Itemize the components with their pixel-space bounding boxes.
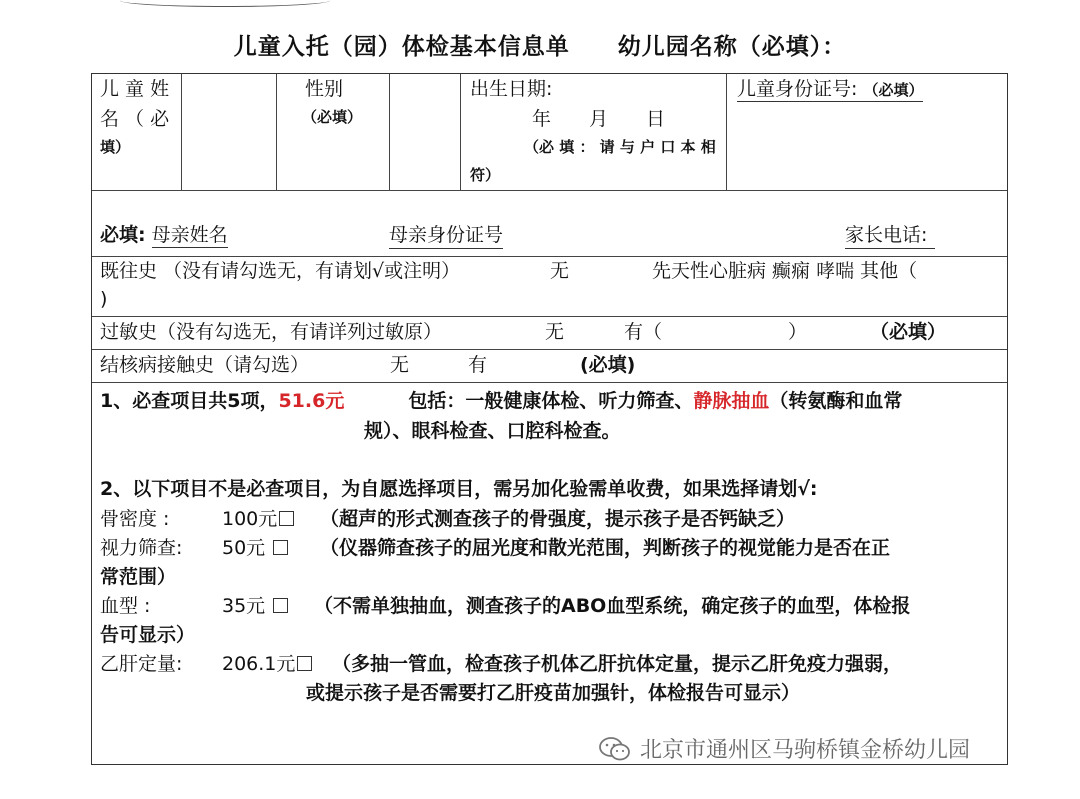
child-id-field[interactable] bbox=[732, 108, 1002, 188]
child-id-required: （必填） bbox=[863, 81, 924, 99]
optional-item-desc: （不需单独抽血，测查孩子的ABO血型系统，确定孩子的血型，体检报 bbox=[314, 595, 911, 617]
child-name-label: 儿 童 姓 bbox=[100, 78, 170, 100]
child-name-label: 填） bbox=[100, 138, 131, 156]
optional-items-heading: 2、以下项目不是必查项目，为自愿选择项目，需另加化验需单收费，如果选择请划√: bbox=[100, 478, 818, 500]
optional-item-name: 骨密度 : bbox=[100, 508, 170, 530]
optional-item-desc-cont: 告可显示） bbox=[100, 624, 196, 646]
birth-date-note: 符） bbox=[470, 166, 501, 184]
required-label: 必填: bbox=[100, 224, 146, 246]
mother-name-field[interactable]: 母亲姓名 bbox=[151, 224, 228, 246]
watermark-text: 北京市通州区马驹桥镇金桥幼儿园 bbox=[640, 738, 971, 763]
col-divider bbox=[389, 74, 390, 190]
medical-history-options[interactable]: 先天性心脏病 癫痫 哮喘 其他（ bbox=[652, 260, 918, 282]
optional-item-price-text: 206.1元 bbox=[222, 653, 296, 675]
parent-phone-field[interactable]: 家长电话: bbox=[845, 224, 935, 249]
required-items-rest: （转氨酶和血常 bbox=[769, 390, 903, 412]
row-divider bbox=[92, 349, 1007, 350]
allergy-close: ） bbox=[788, 321, 808, 343]
birth-date-note: （必 填 ： 请 与 户 口 本 相 bbox=[524, 138, 716, 156]
watermark bbox=[598, 733, 970, 764]
checkbox-icon[interactable] bbox=[279, 511, 294, 526]
row-divider bbox=[92, 382, 1007, 383]
child-name-label: 名 （ 必 bbox=[100, 108, 170, 130]
birth-date-label: 出生日期: bbox=[470, 78, 553, 100]
row-divider bbox=[92, 190, 1007, 191]
optional-item-desc: （多抽一管血，检查孩子机体乙肝抗体定量，提示乙肝免疫力强弱， bbox=[332, 653, 903, 675]
optional-item-price-text: 100元 bbox=[222, 508, 278, 530]
optional-item-price-text: 35元 bbox=[222, 595, 266, 617]
required-items-price: 51.6元 bbox=[278, 390, 345, 412]
optional-item-desc: （超声的形式测查孩子的骨强度，提示孩子是否钙缺乏） bbox=[320, 508, 796, 530]
row-divider bbox=[92, 316, 1007, 317]
allergy-have[interactable]: 有（ bbox=[624, 321, 663, 343]
optional-item-desc-cont: 或提示孩子是否需要打乙肝疫苗加强针，体检报告可显示） bbox=[306, 682, 801, 704]
optional-item-price-text: 50元 bbox=[222, 537, 266, 559]
child-id-label bbox=[737, 78, 923, 101]
birth-date-ymd[interactable]: 年 月 日 bbox=[532, 108, 666, 130]
optional-item-price[interactable] bbox=[222, 537, 288, 560]
allergy-required: （必填） bbox=[870, 321, 947, 343]
required-items-line2: 规）、眼科检查、口腔科检查。 bbox=[364, 420, 621, 442]
row-divider bbox=[92, 256, 1007, 257]
required-items-line bbox=[100, 390, 902, 413]
col-divider bbox=[181, 74, 182, 190]
page-title bbox=[0, 28, 1080, 61]
checkbox-icon[interactable] bbox=[273, 598, 288, 613]
optional-item-desc: （仪器筛查孩子的屈光度和散光范围，判断孩子的视觉能力是否在正 bbox=[320, 537, 891, 559]
col-divider bbox=[460, 74, 461, 190]
optional-item-desc-cont: 常范围） bbox=[100, 566, 177, 588]
title-form-name: 儿童入托（园）体检基本信息单 bbox=[233, 34, 570, 60]
col-divider bbox=[276, 74, 277, 190]
medical-history-label: 既往史 （没有请勾选无，有请划√或注明） bbox=[100, 260, 461, 282]
required-items-blood: 静脉抽血 bbox=[693, 390, 770, 412]
tb-contact-label: 结核病接触史（请勾选） bbox=[100, 354, 310, 376]
child-id-label-text: 儿童身份证号: bbox=[737, 78, 858, 100]
required-items-include: 包括：一般健康体检、听力筛查、 bbox=[408, 390, 694, 412]
form-table bbox=[91, 73, 1008, 765]
optional-item-price[interactable] bbox=[222, 653, 312, 676]
medical-history-close: ) bbox=[100, 288, 108, 310]
wechat-icon bbox=[598, 736, 632, 762]
optional-item-name: 视力筛查: bbox=[100, 537, 183, 559]
optional-item-name: 血型 : bbox=[100, 595, 151, 617]
gender-required: （必填） bbox=[302, 108, 363, 126]
child-name-field[interactable] bbox=[183, 76, 274, 188]
optional-item-price[interactable] bbox=[222, 508, 294, 531]
gender-label: 性别 bbox=[305, 78, 344, 100]
tb-required: (必填) bbox=[580, 354, 636, 376]
optional-item-price[interactable] bbox=[222, 595, 288, 618]
gender-field[interactable] bbox=[391, 76, 458, 188]
decorative-arc bbox=[120, 0, 330, 7]
optional-item-name: 乙肝定量: bbox=[100, 653, 183, 675]
mother-id-field[interactable]: 母亲身份证号 bbox=[389, 224, 503, 249]
title-kindergarten-name: 幼儿园名称（必填）： bbox=[617, 34, 847, 60]
allergy-none[interactable]: 无 bbox=[545, 321, 565, 343]
parent-info-row bbox=[100, 224, 228, 247]
checkbox-icon[interactable] bbox=[273, 540, 288, 555]
tb-have[interactable]: 有 bbox=[468, 354, 488, 376]
checkbox-icon[interactable] bbox=[297, 656, 312, 671]
medical-history-none[interactable]: 无 bbox=[550, 260, 570, 282]
tb-none[interactable]: 无 bbox=[390, 354, 410, 376]
allergy-history-label: 过敏史（没有勾选无，有请详列过敏原） bbox=[100, 321, 443, 343]
required-items-prefix: 1、必查项目共5项， bbox=[100, 390, 279, 412]
col-divider bbox=[726, 74, 727, 190]
